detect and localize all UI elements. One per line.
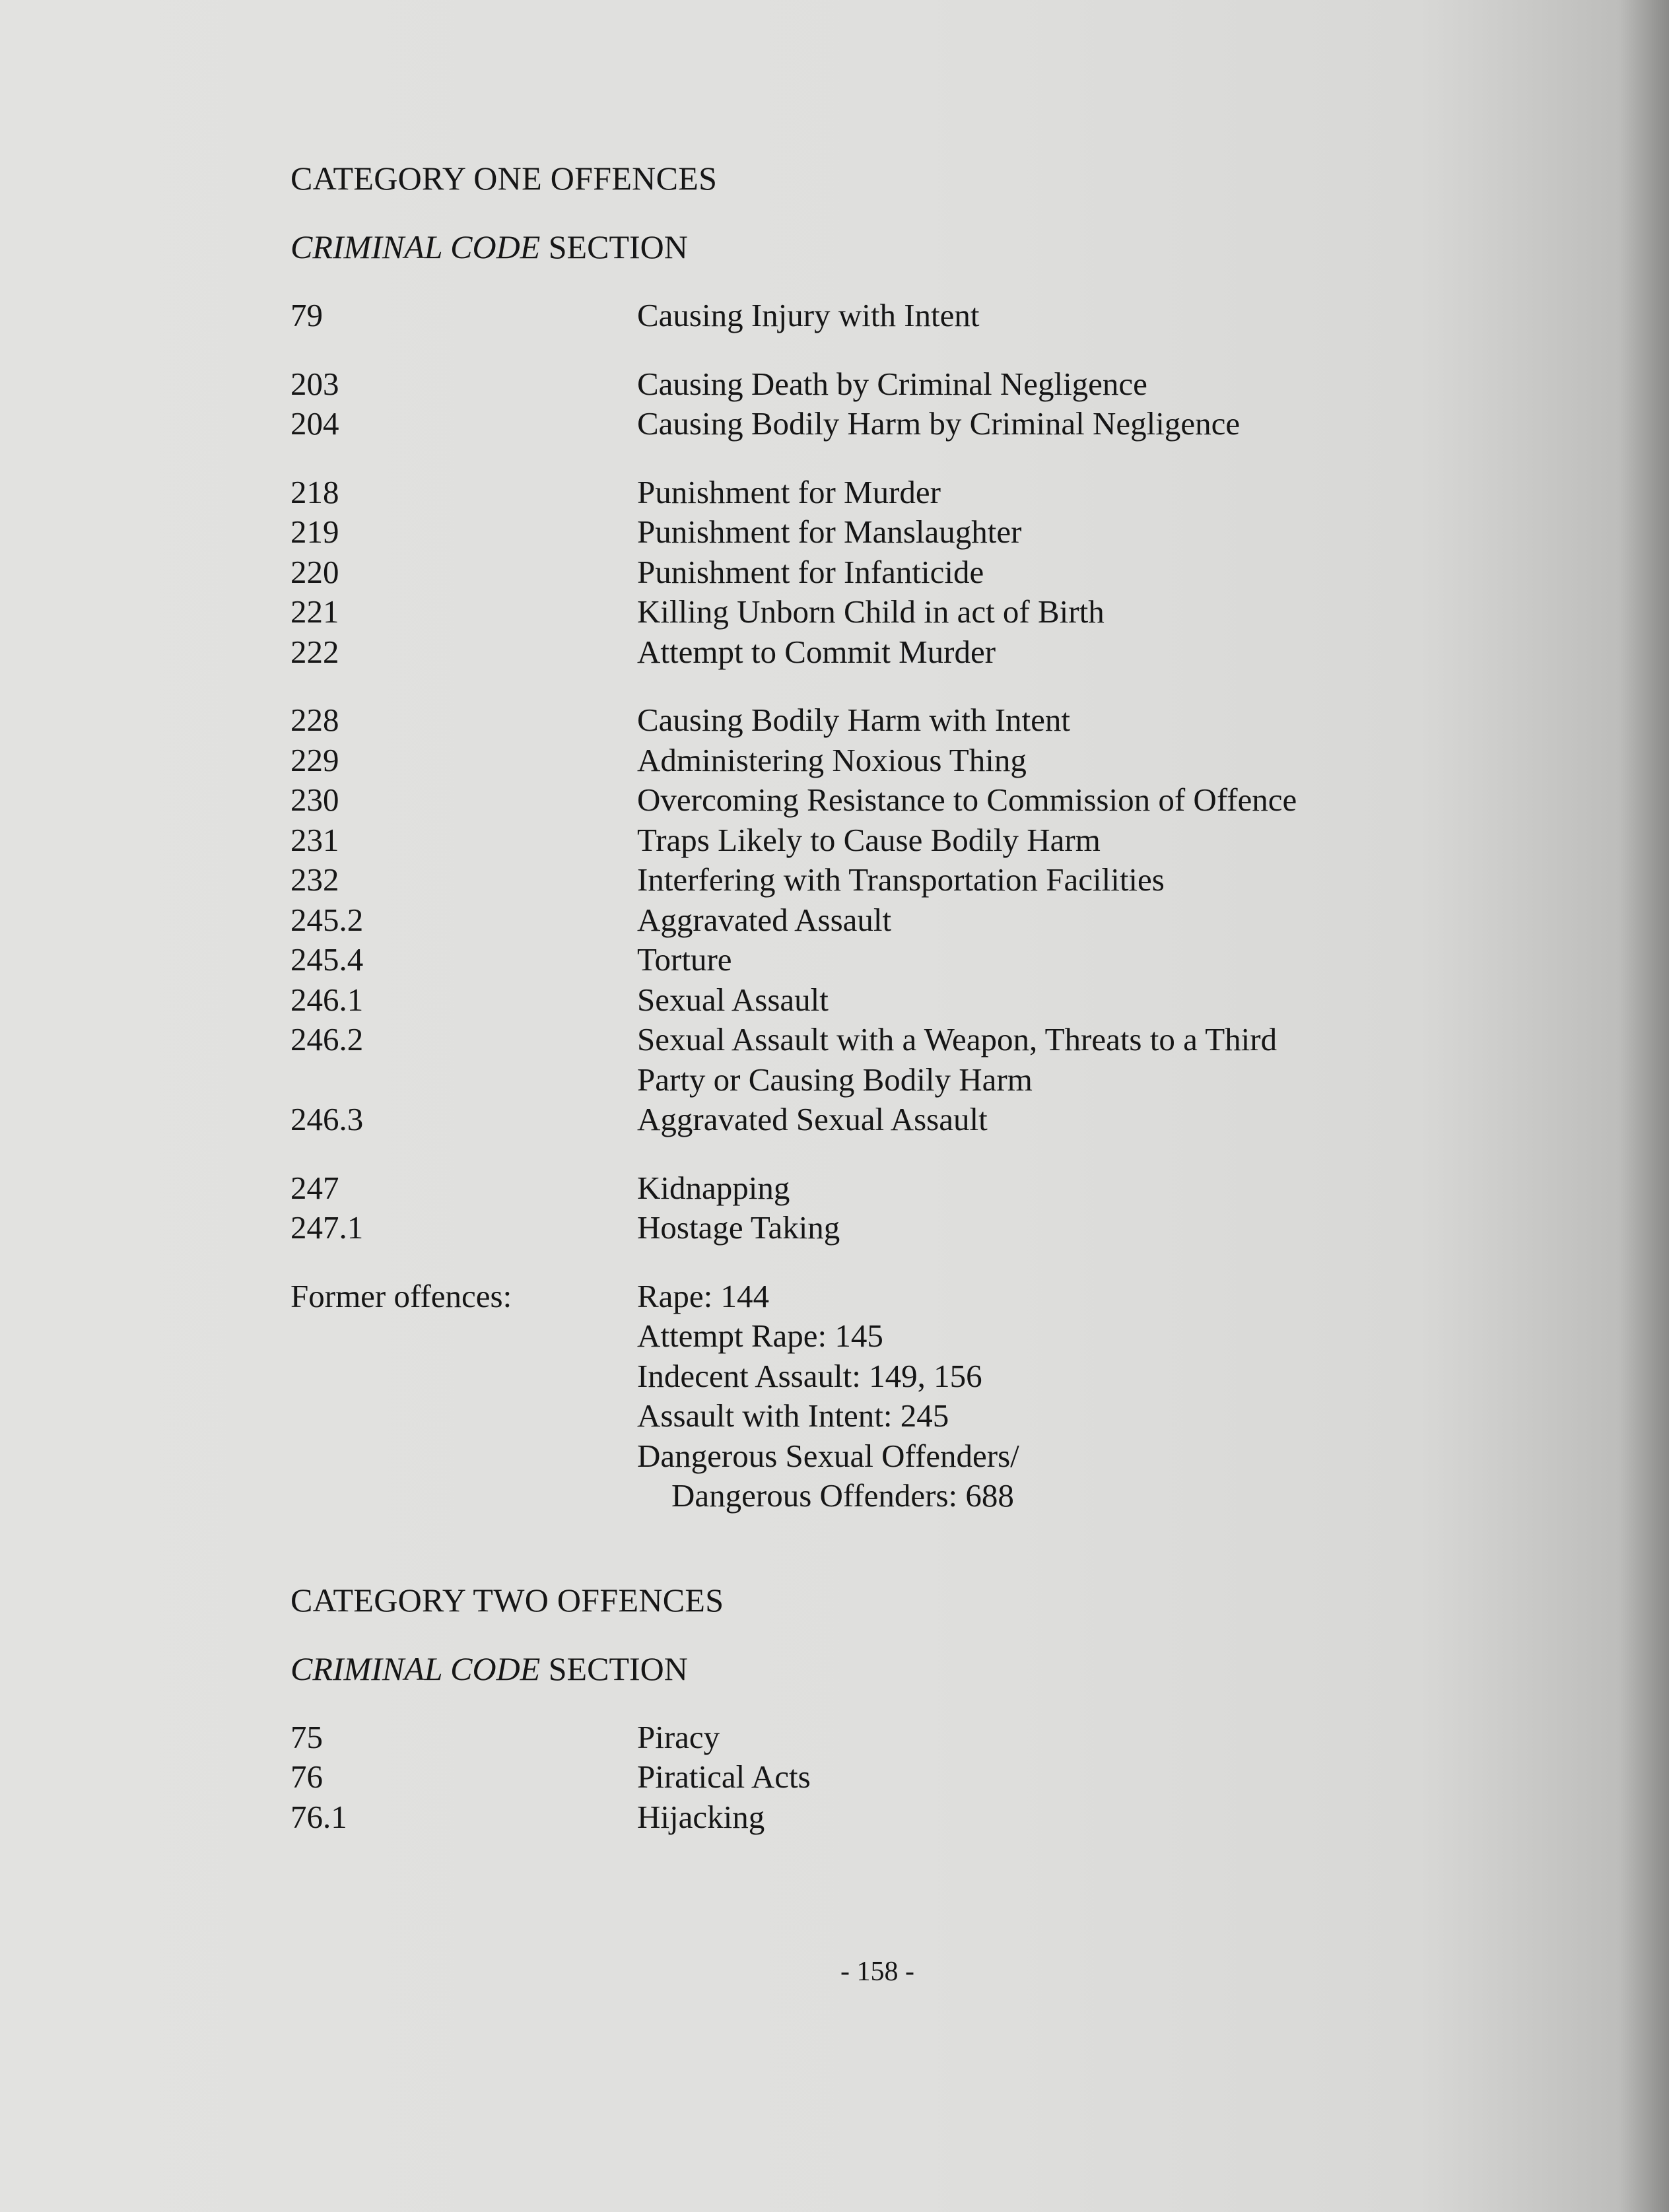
offence-row (290, 1718, 1545, 1758)
offence-description: Torture (637, 941, 732, 978)
section-number: 247.1 (290, 1209, 364, 1246)
section-heading-italic: CRIMINAL CODE (290, 228, 541, 265)
section-number: 247 (290, 1169, 339, 1206)
offence-row (290, 592, 1545, 632)
offence-description: Traps Likely to Cause Bodily Harm (637, 821, 1101, 858)
section-number: 204 (290, 405, 339, 442)
section-number: 245.4 (290, 941, 364, 978)
former-offence-item: Attempt Rape: 145 (637, 1318, 883, 1354)
offence-description: Punishment for Murder (637, 473, 941, 510)
offence-description: Sexual Assault (637, 981, 829, 1018)
offence-description: Aggravated Sexual Assault (637, 1101, 988, 1137)
offence-row (290, 900, 1545, 941)
section-number: 220 (290, 553, 339, 590)
page-number (0, 1955, 1669, 1988)
section-number: 246.1 (290, 981, 364, 1018)
section-number: 230 (290, 782, 339, 818)
section-number: 228 (290, 702, 339, 738)
offence-row (290, 980, 1545, 1021)
offence-description: Piratical Acts (637, 1759, 811, 1795)
offence-row (290, 404, 1545, 444)
offence-description: Overcoming Resistance to Commission of Offence (637, 782, 1297, 818)
page-content (290, 158, 1545, 1837)
offence-description: Hijacking (637, 1798, 765, 1835)
section-number: 76 (290, 1759, 323, 1795)
offence-row (290, 1757, 1545, 1797)
former-offences-group (290, 1277, 1545, 1516)
section-number: 245.2 (290, 901, 364, 938)
section-number: 232 (290, 861, 339, 898)
section-heading-italic: CRIMINAL CODE (290, 1650, 541, 1687)
offence-description: Punishment for Manslaughter (637, 514, 1022, 550)
offence-row (290, 821, 1545, 861)
offence-group (290, 364, 1545, 444)
offence-row (290, 1208, 1545, 1248)
page-number-text: - 158 - (840, 1957, 914, 1987)
offence-description: Causing Bodily Harm with Intent (637, 702, 1070, 738)
offence-row (290, 296, 1545, 336)
category-one-heading: CATEGORY ONE OFFENCES (290, 160, 718, 197)
offence-row (290, 473, 1545, 513)
category-two-heading: CATEGORY TWO OFFENCES (290, 1581, 724, 1619)
section-number: 229 (290, 741, 339, 778)
offence-row (290, 1020, 1545, 1100)
offence-row (290, 860, 1545, 900)
section-heading-rest: SECTION (548, 1650, 688, 1687)
offence-description: Punishment for Infanticide (637, 553, 984, 590)
offence-row (290, 1100, 1545, 1140)
offence-description: Causing Bodily Harm by Criminal Negligence (637, 405, 1241, 442)
offence-group (290, 473, 1545, 673)
offence-description: Killing Unborn Child in act of Birth (637, 593, 1105, 630)
offence-row (290, 632, 1545, 673)
offence-description: Causing Injury with Intent (637, 297, 980, 333)
offence-description-line: Party or Causing Bodily Harm (637, 1061, 1033, 1098)
former-offence-item: Assault with Intent: 245 (637, 1397, 949, 1434)
section-number: 203 (290, 365, 339, 402)
offence-group (290, 1718, 1545, 1838)
offence-row (290, 741, 1545, 781)
former-offence-item: Dangerous Sexual Offenders/ (637, 1437, 1019, 1474)
former-offences-row (290, 1277, 1545, 1516)
offence-group (290, 700, 1545, 1140)
former-offence-item-continued: Dangerous Offenders: 688 (671, 1477, 1014, 1514)
offence-group (290, 296, 1545, 336)
offence-description: Kidnapping (637, 1169, 790, 1206)
offence-description-multiline (637, 1020, 1545, 1100)
section-number: 76.1 (290, 1798, 347, 1835)
offence-row (290, 940, 1545, 980)
offence-description: Aggravated Assault (637, 901, 892, 938)
offence-description: Causing Death by Criminal Negligence (637, 365, 1147, 402)
offence-description: Interfering with Transportation Facilities (637, 861, 1165, 898)
category-two-section-heading (290, 1649, 1545, 1689)
offence-description: Attempt to Commit Murder (637, 633, 996, 670)
former-offences-list (637, 1277, 1545, 1516)
section-number: 246.2 (290, 1021, 364, 1057)
section-number: 219 (290, 514, 339, 550)
offence-row (290, 512, 1545, 553)
section-number: 222 (290, 633, 339, 670)
offence-row (290, 780, 1545, 821)
former-offence-item: Indecent Assault: 149, 156 (637, 1357, 982, 1394)
former-offences-label: Former offences: (290, 1277, 512, 1314)
section-number: 218 (290, 473, 339, 510)
offence-description: Hostage Taking (637, 1209, 840, 1246)
offence-row (290, 364, 1545, 405)
former-offence-item: Rape: 144 (637, 1277, 770, 1314)
offence-row (290, 700, 1545, 741)
offence-row (290, 553, 1545, 593)
category-one-section-heading (290, 227, 1545, 267)
section-number: 75 (290, 1718, 323, 1755)
section-number: 221 (290, 593, 339, 630)
offence-group (290, 1168, 1545, 1248)
offence-row (290, 1797, 1545, 1838)
section-number: 231 (290, 821, 339, 858)
section-number: 79 (290, 297, 323, 333)
offence-description: Piracy (637, 1718, 720, 1755)
offence-description-line: Sexual Assault with a Weapon, Threats to a Third (637, 1021, 1277, 1057)
section-number: 246.3 (290, 1101, 364, 1137)
offence-description: Administering Noxious Thing (637, 741, 1027, 778)
section-heading-rest: SECTION (548, 228, 688, 265)
offence-row (290, 1168, 1545, 1209)
